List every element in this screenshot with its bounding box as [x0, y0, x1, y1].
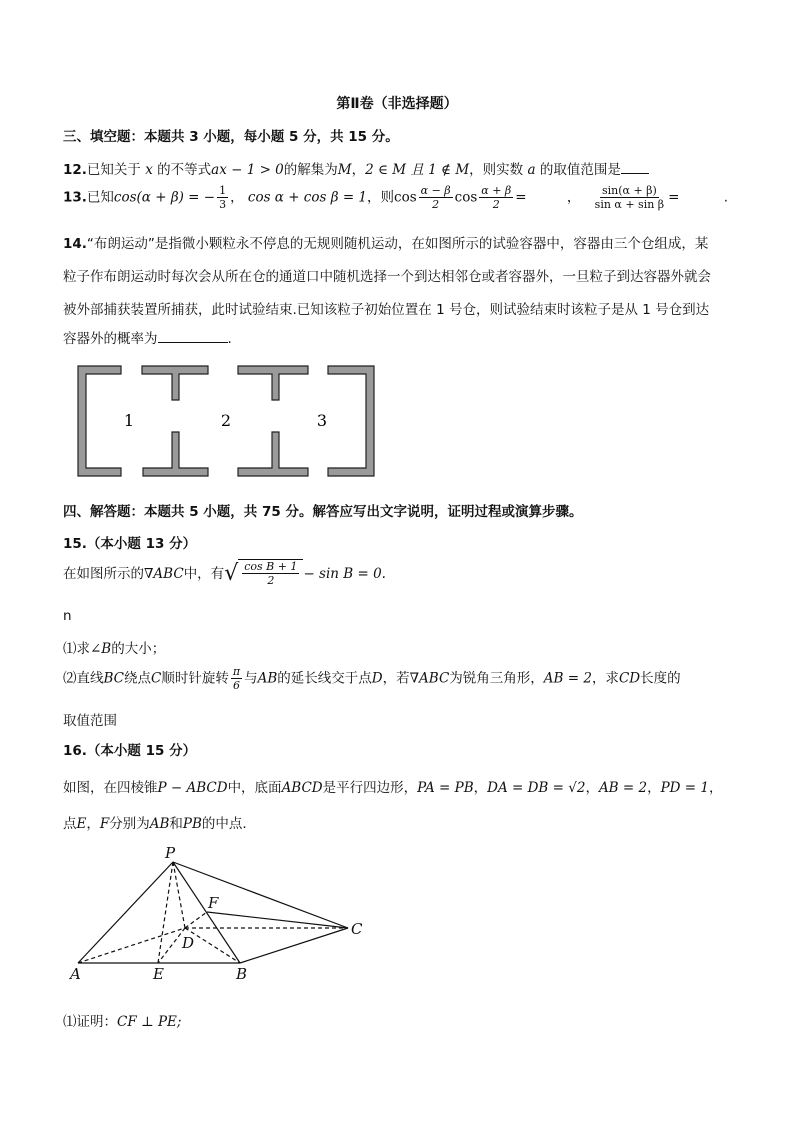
q15-text: 顺时针旋转: [161, 670, 229, 687]
question-14-line4: [63, 327, 232, 347]
q16-text: 点: [63, 816, 77, 832]
frac-denominator: 2: [492, 198, 500, 211]
q16-text: 和: [169, 816, 183, 832]
q16-var: AB: [149, 816, 170, 832]
q16-text: 的中点.: [201, 816, 247, 832]
container-wall: [238, 366, 308, 400]
q13-cos: cos: [454, 189, 478, 206]
frac-numerator: α − β: [420, 184, 451, 197]
frac-numerator: 1: [219, 184, 227, 197]
q16-var: E: [76, 816, 87, 832]
q12-text: 已知关于: [86, 162, 141, 178]
q15-triangle: ∇ABC: [144, 566, 184, 582]
q13-text: ，则: [367, 189, 395, 206]
container-wall: [78, 366, 121, 476]
chamber-label: 2: [220, 411, 232, 430]
question-12: [63, 158, 649, 178]
question-14-line1: [63, 232, 708, 252]
q16-text: ，: [585, 780, 599, 796]
q16-text: 如图，在四棱锥: [63, 780, 158, 796]
q16-var: P − ABCD: [157, 780, 228, 796]
solve-header: 四、解答题：本题共 5 小题，共 75 分。解答应写出文字说明，证明过程或演算步骤。: [63, 504, 583, 520]
point-label-f: F: [208, 894, 219, 912]
q16-var: PA = PB: [417, 780, 474, 796]
question-number: 13.: [63, 189, 87, 206]
q16-var: ABCD: [281, 780, 323, 796]
container-wall: [142, 366, 208, 400]
q16-text: 是平行四边形，: [322, 780, 418, 796]
question-number: 14.: [63, 236, 87, 252]
q15-text: ⑵直线: [63, 670, 104, 687]
question-15-head: 15.（本小题 13 分）: [63, 536, 197, 552]
frac-numerator: π: [232, 665, 241, 678]
q13-text: ，: [566, 189, 581, 206]
vertex-label-c: C: [351, 920, 363, 938]
q12-set-m: M: [337, 162, 352, 178]
q12-inequality: ax − 1 > 0: [211, 162, 284, 178]
q16-var: CF ⊥ PE;: [117, 1014, 182, 1030]
frac-denominator: sin α + sin β: [594, 198, 665, 211]
q15-var: BC: [103, 670, 125, 687]
vertex-label-b: B: [236, 965, 248, 982]
question-16-part1: [63, 1010, 181, 1030]
q16-text: ，: [473, 780, 488, 796]
answer-blank[interactable]: [684, 190, 724, 202]
q12-var-x: x: [145, 162, 153, 178]
q15-text: 绕点: [124, 670, 152, 687]
brownian-container-diagram: [76, 364, 378, 478]
container-wall: [143, 432, 208, 476]
frac-denominator: 2: [432, 198, 440, 211]
question-13: [63, 184, 728, 211]
container-wall: [328, 366, 374, 476]
frac-numerator: cos B + 1: [244, 560, 298, 573]
q15-text: 长度的: [640, 670, 681, 687]
q15-var: D: [371, 670, 383, 687]
q12-text: ，: [351, 162, 366, 178]
q16-text: ⑴证明：: [63, 1014, 117, 1030]
section-title: 第Ⅱ卷（非选择题）: [336, 96, 458, 112]
question-15-part2: [63, 665, 681, 692]
q15-text: 为锐角三角形，: [449, 670, 544, 687]
q15-text: − sin B = 0.: [303, 566, 386, 582]
frac-denominator: 2: [267, 574, 275, 587]
q15-text: 的大小；: [111, 641, 166, 657]
question-14-line3: 被外部捕获装置所捕获，此时试验结束.已知该粒子初始位置在 1 号仓，则试验结束时该粒子是从 1 号仓到达: [63, 302, 710, 318]
q13-cos: cos: [394, 189, 417, 206]
q13-text: 已知: [86, 189, 114, 206]
q15-text: ，求: [591, 670, 619, 687]
q15-fraction: [242, 560, 299, 587]
q13-fraction: [419, 184, 453, 211]
question-16-head: 16.（本小题 15 分）: [63, 743, 197, 759]
q15-text: 与: [244, 670, 258, 687]
q16-text: ，: [86, 816, 100, 832]
chamber-label: 3: [316, 411, 328, 430]
q13-text: ，: [230, 189, 244, 206]
q15-text: 中，有: [183, 566, 225, 582]
question-16-stem: [63, 776, 722, 796]
chamber-label: 1: [123, 411, 135, 430]
question-15-stem: [63, 559, 386, 589]
frac-denominator: 3: [219, 198, 227, 211]
pyramid-figure: [60, 842, 380, 982]
q16-var: PB: [182, 816, 202, 832]
q12-text: 的不等式: [157, 162, 212, 178]
q12-condition: 2 ∈ M 且 1 ∉ M: [365, 162, 470, 178]
vertex-label-p: P: [165, 844, 176, 862]
q15-var: CD: [618, 670, 641, 687]
q15-text: 的延长线交于点: [277, 670, 372, 687]
answer-blank[interactable]: [158, 330, 228, 343]
q15-angle: ∠B: [90, 641, 112, 657]
q16-var: F: [99, 816, 110, 832]
q14-text: .: [227, 331, 232, 347]
q15-var: AB: [257, 670, 278, 687]
q15-text: 在如图所示的: [63, 566, 144, 582]
q13-text: .: [723, 189, 729, 206]
q13-fraction: [217, 184, 228, 211]
q15-var: AB = 2: [543, 670, 592, 687]
q12-text: ，则实数: [469, 162, 524, 178]
question-15-part1: [63, 637, 165, 657]
q15-radical: √ $\frac{\text{cos B + 1}}{2}$: [224, 559, 303, 589]
q12-text: 的取值范围是: [539, 162, 621, 178]
stray-char: n: [63, 608, 72, 624]
frac-denominator: 6: [232, 679, 240, 692]
answer-blank[interactable]: [531, 190, 567, 202]
frac-numerator: sin(α + β): [602, 184, 657, 197]
q14-text: “布朗运动”是指微小颗粒永不停息的无规则随机运动，在如图所示的试验容器中，容器由三个仓组成，某: [86, 236, 709, 252]
q16-text: 中，底面: [227, 780, 282, 796]
q12-text: 的解集为: [283, 162, 338, 178]
q15-text: ，若: [382, 670, 410, 687]
q15-text: ⑴求: [63, 641, 90, 657]
q14-text: 容器外的概率为: [63, 331, 158, 347]
q15-fraction: [231, 665, 242, 692]
question-14-line2: 粒子作布朗运动时每次会从所在仓的通道口中随机选择一个到达相邻仓或者容器外，一旦粒子到达容器外就会: [63, 269, 711, 285]
q15-triangle: ∇ABC: [409, 670, 450, 687]
q13-expr1: cos(α + β) = −: [113, 189, 216, 206]
q16-var: PD = 1: [660, 780, 709, 796]
q16-text: ，: [647, 780, 661, 796]
answer-blank[interactable]: [621, 161, 649, 174]
q13-fraction: [593, 184, 667, 211]
segment-pe: [158, 862, 173, 963]
q16-text: 分别为: [109, 816, 150, 832]
vertex-label-d: D: [182, 934, 195, 952]
question-15-part2-line2: 取值范围: [63, 713, 117, 729]
edge-bc: [240, 928, 348, 963]
q13-equals: =: [515, 189, 527, 206]
q16-var: AB = 2: [598, 780, 648, 796]
q16-var: DA = DB = √2: [487, 780, 586, 796]
question-number: 12.: [63, 162, 87, 178]
q15-var: C: [151, 670, 162, 687]
q12-var-a: a: [527, 162, 536, 178]
q16-text: ，: [708, 780, 723, 796]
point-label-e: E: [153, 965, 164, 982]
frac-numerator: α + β: [481, 184, 512, 197]
container-wall: [238, 432, 308, 476]
question-16-stem-line2: [63, 812, 247, 832]
vertex-label-a: A: [70, 965, 81, 982]
q13-expr2: cos α + cos β = 1: [247, 189, 368, 206]
q13-fraction: [479, 184, 513, 211]
segment-df: [185, 912, 207, 928]
fill-in-header: 三、填空题：本题共 3 小题，每小题 5 分，共 15 分。: [63, 129, 399, 145]
q13-equals: =: [668, 189, 680, 206]
